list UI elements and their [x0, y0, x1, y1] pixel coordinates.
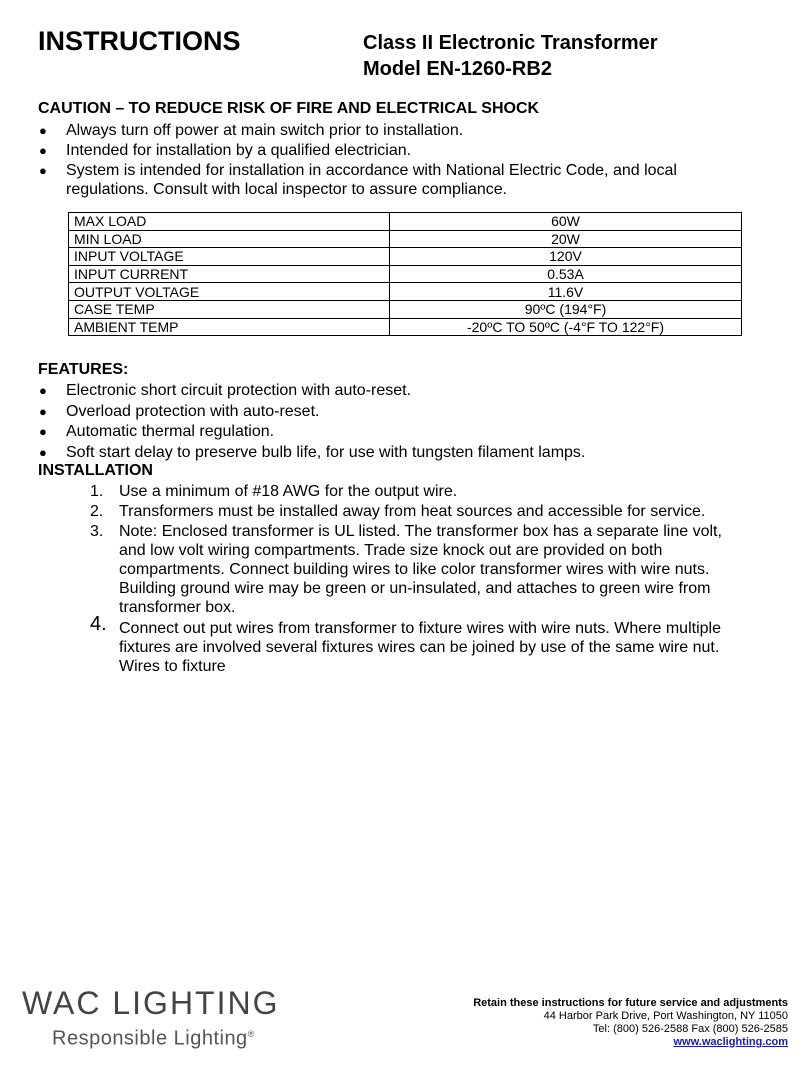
table-row [69, 283, 742, 301]
installation-steps [90, 482, 750, 677]
list-item: 4. Connect out put wires from transformer to fixture wires with wire nuts. Where multiple fixtures are involved several fixtures wires can be joined by use of the same wire nut. Wires to fixture [90, 613, 721, 675]
list-item: ● Always turn off power at main switch prior to installation. [39, 122, 464, 139]
table-row [69, 230, 742, 248]
spec-value: 0.53A [390, 265, 742, 283]
step-number: 3. [90, 523, 104, 540]
bullet-icon: ● [39, 383, 47, 398]
features-heading: FEATURES: [38, 361, 129, 378]
bullet-icon: ● [39, 424, 47, 439]
table-row [69, 318, 742, 336]
model-number: Model EN-1260-RB2 [363, 58, 552, 80]
step-number: 4. [90, 613, 107, 635]
logo-tagline: Responsible Lighting® [52, 1027, 255, 1050]
list-item: ● Electronic short circuit protection with auto-reset. [39, 382, 412, 399]
list-item: ● Overload protection with auto-reset. [39, 402, 320, 420]
caution-list [38, 121, 758, 200]
logo-brand: WAC LIGHTING [22, 985, 280, 1021]
spec-label: INPUT CURRENT [69, 265, 390, 283]
company-logo [22, 985, 279, 1052]
spec-value: 11.6V [390, 283, 742, 301]
spec-label: MIN LOAD [69, 230, 390, 248]
caution-heading: CAUTION – TO REDUCE RISK OF FIRE AND ELECTRICAL SHOCK [38, 100, 540, 117]
product-title: Class II Electronic Transformer [363, 32, 658, 54]
spec-label: OUTPUT VOLTAGE [69, 283, 390, 301]
registered-mark: ® [247, 1029, 255, 1039]
page-title: INSTRUCTIONS [38, 26, 241, 56]
step-number: 1. [90, 483, 104, 500]
company-phone: Tel: (800) 526-2588 Fax (800) 526-2585 [592, 1023, 788, 1035]
list-item: ● System is intended for installation in accordance with National Electric Code, and local regulations. Consult with local inspector to assure compliance. [39, 162, 677, 198]
footer-contact [473, 997, 788, 1049]
spec-value: -20ºC TO 50ºC (-4°F TO 122°F) [390, 318, 742, 336]
spec-label: AMBIENT TEMP [69, 318, 390, 336]
step-number: 2. [90, 503, 104, 520]
spec-label: MAX LOAD [69, 213, 390, 231]
installation-heading: INSTALLATION [38, 462, 153, 479]
list-item: 1. Use a minimum of #18 AWG for the output wire. [90, 483, 458, 500]
features-list [38, 381, 758, 463]
website-link[interactable]: www.waclighting.com [673, 1036, 788, 1048]
spec-value: 60W [390, 213, 742, 231]
spec-value: 90ºC (194°F) [390, 300, 742, 318]
bullet-icon: ● [39, 123, 47, 138]
bullet-icon: ● [39, 143, 47, 158]
list-item: ● Soft start delay to preserve bulb life, for use with tungsten filament lamps. [39, 443, 586, 461]
spec-label: CASE TEMP [69, 300, 390, 318]
bullet-icon: ● [39, 444, 47, 460]
spec-value: 20W [390, 230, 742, 248]
table-row [69, 213, 742, 231]
bullet-icon: ● [39, 163, 47, 178]
spec-value: 120V [390, 248, 742, 266]
company-address: 44 Harbor Park Drive, Port Washington, NY 11050 [543, 1010, 788, 1022]
list-item: 3. Note: Enclosed transformer is UL listed. The transformer box has a separate line volt, and low volt wiring compartments. Trade size knock out are provided on both compartments. Connect building wires to like color transformer wires with wire nuts. Building ground wire may be green or un-insulated, and attaches to green wire from transformer box. [90, 523, 722, 616]
list-item: ● Intended for installation by a qualified electrician. [39, 142, 412, 159]
table-row [69, 300, 742, 318]
spec-table [68, 212, 742, 336]
list-item: 2. Transformers must be installed away from heat sources and accessible for service. [90, 503, 706, 520]
bullet-icon: ● [39, 403, 47, 419]
table-row [69, 248, 742, 266]
retain-notice: Retain these instructions for future service and adjustments [473, 997, 788, 1009]
list-item: ● Automatic thermal regulation. [39, 423, 275, 440]
spec-label: INPUT VOLTAGE [69, 248, 390, 266]
table-row [69, 265, 742, 283]
